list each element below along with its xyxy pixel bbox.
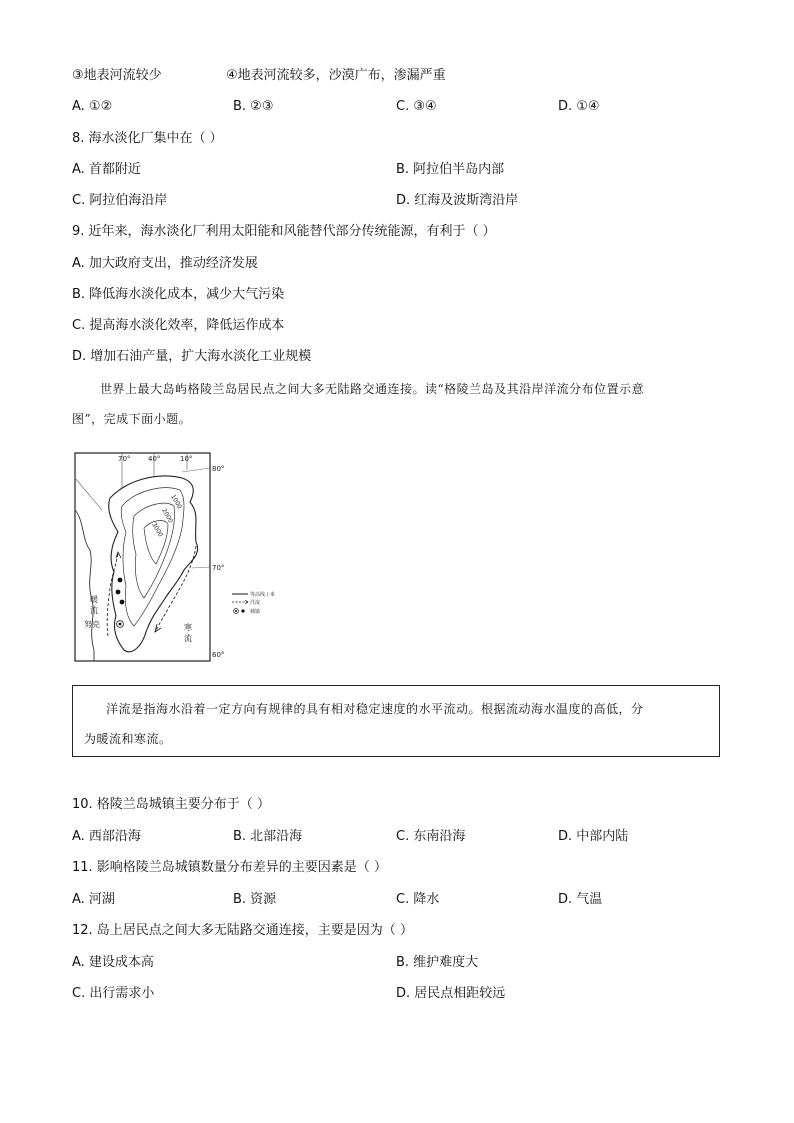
contour-label-3000: 3000 xyxy=(150,521,164,539)
q10-choice-b: B. 北部沿海 xyxy=(233,829,303,844)
option-3: ③地表河流较少 xyxy=(72,68,162,83)
q7-choice-b: B. ②③ xyxy=(233,99,274,114)
greenland-map xyxy=(72,450,304,666)
lon-label-40: 40° xyxy=(148,455,161,463)
parallel-70 xyxy=(192,567,210,568)
q11-choice-a: A. 河湖 xyxy=(72,892,115,907)
lon-label-70: 70° xyxy=(118,455,131,463)
legend-contour-label: 等高线 / 米 xyxy=(250,592,275,598)
q8-choice-c: C. 阿拉伯海沿岸 xyxy=(72,193,168,208)
q12-stem: 12. 岛上居民点之间大多无陆路交通连接，主要是因为（ ） xyxy=(72,923,413,938)
q10-stem: 10. 格陵兰岛城镇主要分布于（ ） xyxy=(72,797,270,812)
q8-stem: 8. 海水淡化厂集中在（ ） xyxy=(72,131,223,146)
town-dot-2 xyxy=(116,590,121,595)
q9-choice-b: B. 降低海水淡化成本，减少大气污染 xyxy=(72,287,285,302)
q11-choice-b: B. 资源 xyxy=(233,892,277,907)
contour-label-2000: 2000 xyxy=(160,507,174,525)
legend-current-label: 洋流 xyxy=(250,600,261,606)
lat-label-60: 60° xyxy=(212,651,225,659)
definition-line-1: 洋流是指海水沿着一定方向有规律的具有相对稳定速度的水平流动。根据流动海水温度的高低，分 xyxy=(106,702,644,716)
q8-choice-a: A. 首都附近 xyxy=(72,162,141,177)
q7-choice-c: C. ③④ xyxy=(396,99,437,114)
town-nuuk-inner xyxy=(119,623,122,626)
definition-box xyxy=(72,685,720,757)
q11-choice-c: C. 降水 xyxy=(396,892,440,907)
q9-choice-a: A. 加大政府支出，推动经济发展 xyxy=(72,256,258,271)
parallel-80-right xyxy=(182,468,210,472)
q9-choice-c: C. 提高海水淡化效率，降低运作成本 xyxy=(72,318,285,333)
q8-choice-b: B. 阿拉伯半岛内部 xyxy=(396,162,505,177)
canada-coast xyxy=(75,510,94,661)
contour-label-1000: 1000 xyxy=(169,493,183,511)
lon-label-10: 10° xyxy=(180,455,193,463)
town-dot-1 xyxy=(118,578,123,583)
q12-choice-b: B. 维护难度大 xyxy=(396,955,479,970)
cold-current-arrow xyxy=(155,624,161,632)
warm-current-label-1: 暖 xyxy=(90,595,98,604)
legend-town-symbol-dot xyxy=(241,609,244,612)
warm-current-label-2: 流 xyxy=(90,606,98,615)
q12-choice-c: C. 出行需求小 xyxy=(72,986,155,1001)
q12-choice-d: D. 居民点相距较远 xyxy=(396,986,506,1001)
parallel-80-left xyxy=(75,478,102,510)
q7-choice-d: D. ①④ xyxy=(558,99,600,114)
q11-choice-d: D. 气温 xyxy=(558,892,603,907)
definition-line-2: 为暖流和寒流。 xyxy=(84,732,172,746)
legend-town-label: 城镇 xyxy=(250,609,261,615)
cold-current-label-2: 流 xyxy=(184,634,192,643)
passage-line-2: 图”，完成下面小题。 xyxy=(72,412,192,426)
q10-choice-a: A. 西部沿海 xyxy=(72,829,141,844)
q10-choice-c: C. 东南沿海 xyxy=(396,829,466,844)
cold-current-label-1: 寒 xyxy=(184,623,192,632)
option-4: ④地表河流较多，沙漠广布，渗漏严重 xyxy=(226,68,446,83)
town-dot-3 xyxy=(120,600,125,605)
q7-choice-a: A. ①② xyxy=(72,99,113,114)
lat-label-70: 70° xyxy=(212,564,225,572)
q8-choice-d: D. 红海及波斯湾沿岸 xyxy=(396,193,519,208)
q12-choice-a: A. 建设成本高 xyxy=(72,955,154,970)
lat-label-80: 80° xyxy=(212,465,225,473)
passage-line-1: 世界上最大岛屿格陵兰岛居民点之间大多无陆路交通连接。读“格陵兰岛及其沿岸洋流分布位置示意 xyxy=(100,382,645,396)
q10-choice-d: D. 中部内陆 xyxy=(558,829,629,844)
town-label-nuuk: 努克 xyxy=(84,620,100,629)
legend-town-symbol-inner xyxy=(235,610,237,612)
q11-stem: 11. 影响格陵兰岛城镇数量分布差异的主要因素是（ ） xyxy=(72,860,387,875)
q9-stem: 9. 近年来，海水淡化厂利用太阳能和风能替代部分传统能源，有利于（ ） xyxy=(72,224,496,239)
q9-choice-d: D. 增加石油产量，扩大海水淡化工业规模 xyxy=(72,349,312,364)
